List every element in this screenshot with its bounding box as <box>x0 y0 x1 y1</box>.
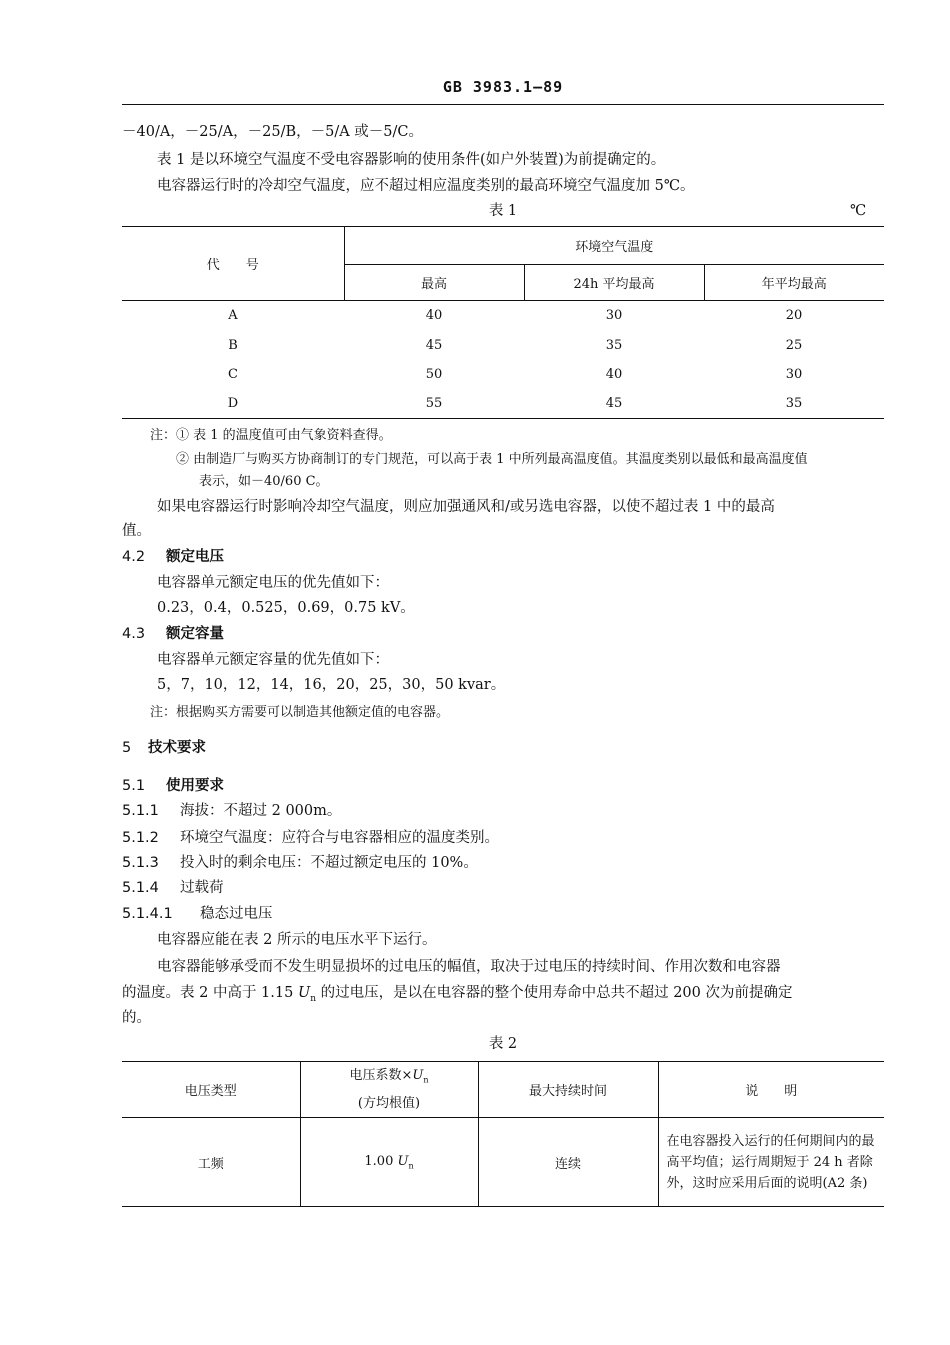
temperature-categories-line: －40/A，－25/A，－25/B，－5/A 或－5/C。 <box>122 124 424 140</box>
rated-capacity-intro: 电容器单元额定容量的优先值如下： <box>157 652 389 668</box>
overvoltage-paragraph: 电容器能够承受而不发生明显损坏的过电压的幅值，取决于过电压的持续时间、作用次数和电容器 <box>157 959 781 975</box>
table1-note-1: 注：① 表 1 的温度值可由气象资料查得。 <box>150 428 392 443</box>
rated-voltage-intro: 电容器单元额定电压的优先值如下： <box>157 575 389 591</box>
table1-header-ambient: 环境空气温度 <box>344 227 884 265</box>
table-row <box>122 331 884 360</box>
table1-cell-max: 45 <box>425 337 443 353</box>
table-row <box>122 1118 884 1207</box>
list-item <box>122 878 224 898</box>
table1-header-row <box>122 227 884 265</box>
rated-voltage-values: 0.23，0.4，0.525，0.69，0.75 kV。 <box>157 600 415 616</box>
table1-unit: ℃ <box>850 203 867 219</box>
cell-text: 1.00 <box>364 1153 398 1169</box>
table-row <box>122 301 884 331</box>
table1-cell-code: A <box>228 308 238 324</box>
table2-cell-duration: 连续 <box>478 1118 658 1207</box>
section-title: 技术要求 <box>148 740 206 756</box>
table1-header-year: 年平均最高 <box>704 265 884 301</box>
overvoltage-paragraph-cont <box>122 983 793 1009</box>
table2-cell-desc: 在电容器投入运行的任何期间内的最高平均值；运行周期短于 24 h 者除外，这时应采用后面的说明(A2 条) <box>658 1118 884 1207</box>
table1-cell-max: 40 <box>425 308 443 324</box>
table1-cell-24h: 40 <box>605 366 623 382</box>
table1 <box>122 226 884 419</box>
text-fragment: 的过电压，是以在电容器的整个使用寿命中总共不超过 200 次为前提确定 <box>315 985 793 1001</box>
section-number: 5.1 <box>122 778 146 794</box>
table1-cell-24h: 35 <box>605 337 623 353</box>
table1-header-24h: 24h 平均最高 <box>524 265 704 301</box>
item-text: 环境空气温度：应符合与电容器相应的温度类别。 <box>180 830 499 846</box>
item-text: 海拔：不超过 2 000m。 <box>180 803 342 819</box>
list-item <box>122 801 341 821</box>
cooling-air-paragraph: 电容器运行时的冷却空气温度，应不超过相应温度类别的最高环境空气温度加 5℃。 <box>157 178 695 194</box>
table1-header-code: 代 号 <box>122 227 344 301</box>
section-number: 4.3 <box>122 626 146 642</box>
table1-intro-paragraph: 表 1 是以环境空气温度不受电容器影响的使用条件(如户外装置)为前提确定的。 <box>157 152 666 168</box>
section-5-heading <box>122 738 206 758</box>
un-subscript: n <box>310 993 316 1004</box>
list-item <box>122 828 499 848</box>
section-number: 5.1.4.1 <box>122 906 173 922</box>
header-text: (方均根值) <box>357 1095 421 1111</box>
table2-cell-type: 工频 <box>122 1118 300 1207</box>
table1-note-2: ② 由制造厂与购买方协商制订的专门规范，可以高于表 1 中所列最高温度值。其温度类别以最低和最高温度值 <box>176 452 808 467</box>
table1-note-2-cont: 表示，如－40/60 C。 <box>199 474 329 489</box>
table1-cell-24h: 45 <box>605 395 623 411</box>
table1-cell-year: 25 <box>785 337 803 353</box>
table1-caption: 表 1 <box>488 203 518 219</box>
section-5-1-4-1-heading <box>122 904 273 924</box>
item-number: 5.1.4 <box>122 880 159 896</box>
overvoltage-paragraph-end: 的。 <box>122 1010 151 1026</box>
section-number: 5 <box>122 740 132 756</box>
table-row <box>122 360 884 389</box>
list-item <box>122 853 478 873</box>
section-title: 使用要求 <box>166 778 224 794</box>
table2-header-desc: 说 明 <box>658 1062 884 1118</box>
table1-cell-code: B <box>228 337 238 353</box>
table2-header-duration: 最大持续时间 <box>478 1062 658 1118</box>
item-text: 投入时的剩余电压：不超过额定电压的 10%。 <box>180 855 478 871</box>
table2-cell-factor <box>300 1118 478 1207</box>
un-symbol: U <box>397 1153 409 1169</box>
item-text: 过载荷 <box>180 880 224 896</box>
section-5-1-heading <box>122 776 224 796</box>
table2-caption: 表 2 <box>488 1036 518 1052</box>
table2-header-type: 电压类型 <box>122 1062 300 1118</box>
section-title: 稳态过电压 <box>200 906 273 922</box>
item-number: 5.1.1 <box>122 803 159 819</box>
un-subscript: n <box>408 1161 414 1171</box>
rated-capacity-values: 5，7，10，12，14，16，20，25，30，50 kvar。 <box>157 677 506 693</box>
ventilation-paragraph: 如果电容器运行时影响冷却空气温度，则应加强通风和/或另选电容器，以使不超过表 1 中的最高 <box>157 499 775 515</box>
section-title: 额定电压 <box>166 549 224 565</box>
rated-capacity-note: 注：根据购买方需要可以制造其他额定值的电容器。 <box>150 705 450 720</box>
table1-cell-code: D <box>227 395 239 411</box>
section-title: 额定容量 <box>166 626 224 642</box>
table1-header-max: 最高 <box>344 265 524 301</box>
table2-header-row <box>122 1062 884 1118</box>
ventilation-paragraph-cont: 值。 <box>122 523 151 539</box>
item-number: 5.1.3 <box>122 855 159 871</box>
un-symbol: U <box>412 1068 424 1084</box>
table1-cell-code: C <box>228 366 238 382</box>
section-4-3-heading <box>122 624 224 644</box>
table1-cell-year: 30 <box>785 366 803 382</box>
section-number: 4.2 <box>122 549 146 565</box>
item-number: 5.1.2 <box>122 830 159 846</box>
table1-cell-max: 50 <box>425 366 443 382</box>
header-text: 电压系数× <box>349 1068 413 1084</box>
table2-header-factor <box>300 1062 478 1118</box>
table1-cell-24h: 30 <box>605 308 623 324</box>
table1-cell-year: 20 <box>785 308 803 324</box>
text-fragment: 的温度。表 2 中高于 1.15 <box>122 985 298 1001</box>
table-row <box>122 389 884 419</box>
table1-cell-year: 35 <box>785 395 803 411</box>
section-4-2-heading <box>122 547 224 567</box>
table1-cell-max: 55 <box>425 395 443 411</box>
table2 <box>122 1061 884 1207</box>
un-subscript: n <box>423 1075 429 1085</box>
un-symbol: U <box>297 985 311 1001</box>
header-rule <box>122 104 884 105</box>
overvoltage-intro: 电容器应能在表 2 所示的电压水平下运行。 <box>157 932 437 948</box>
page-header: GB 3983.1—89 <box>442 78 564 96</box>
